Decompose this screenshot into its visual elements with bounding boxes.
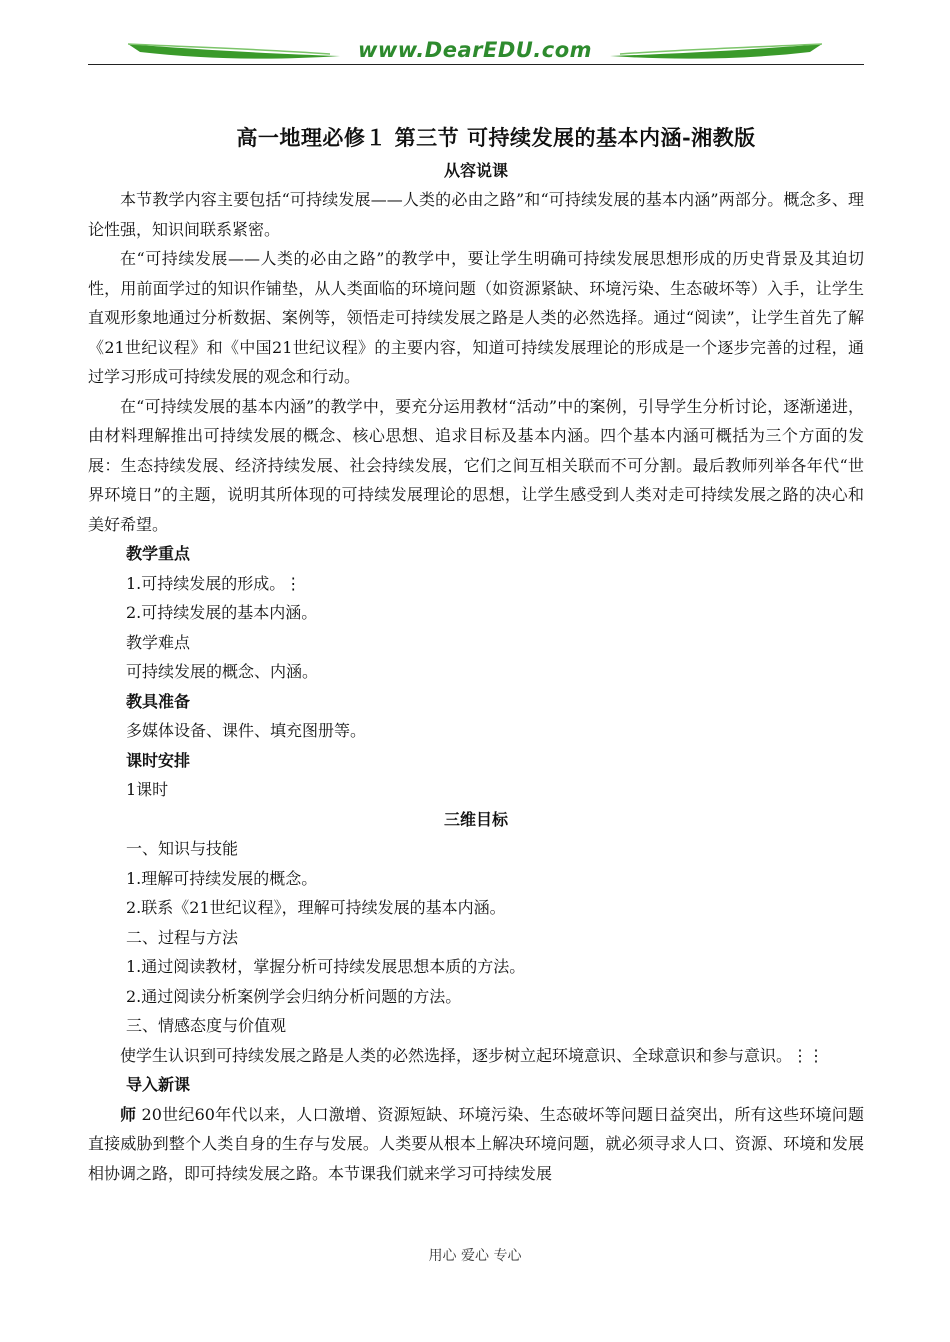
paragraph: 使学生认识到可持续发展之路是人类的必然选择，逐步树立起环境意识、全球意识和参与意识。⋮⋮	[120, 1045, 825, 1065]
sub-heading: 二、过程与方法	[126, 927, 239, 947]
paragraph: 在“可持续发展的基本内涵”的教学中，要充分运用教材“活动”中的案例，引导学生分析讨论，逐渐递进，由材料理解推出可持续发展的概念、核心思想、追求目标及基本内涵。四个基本内涵可概括为三个方面的发展：生态持续发展、经济持续发展、社会持续发展，它们之间互相关联而不可分割。最后教师列举各年代“世界环境日”的主题，说明其所体现的可持续发展理论的思想，让学生感受到人类对走可持续发展之路的决心和美好希望。	[88, 396, 864, 534]
list-item: 2.联系《21世纪议程》，理解可持续发展的基本内涵。	[126, 898, 506, 917]
page-header	[0, 30, 950, 75]
section-heading: 教具准备	[126, 691, 191, 711]
paragraph: 多媒体设备、课件、填充图册等。	[126, 721, 367, 740]
list-item: 1.可持续发展的形成。⋮	[126, 573, 302, 593]
page-title: 高一地理必修１ 第三节 可持续发展的基本内涵-湘教版	[236, 125, 756, 150]
list-item: 1.理解可持续发展的概念。	[126, 868, 318, 888]
section-subtitle: 从容说课	[443, 161, 508, 180]
sub-heading: 一、知识与技能	[126, 839, 239, 858]
paragraph: 可持续发展的概念、内涵。	[126, 662, 319, 681]
page-footer: 用心 爱心 专心	[428, 1248, 522, 1264]
section-heading: 教学重点	[126, 544, 191, 563]
paragraph: 在“可持续发展——人类的必由之路”的教学中，要让学生明确可持续发展思想形成的历史背景及其迫切性，用前面学过的知识作铺垫，从人类面临的环境问题（如资源紧缺、环境污染、生态破坏等）入手，让学生直观形象地通过分析数据、案例等，领悟走可持续发展之路是人类的必然选择。通过“阅读”，让学生首先了解《21世纪议程》和《中国21世纪议程》的主要内容，知道可持续发展理论的形成是一个逐步完善的过程，通过学习形成可持续发展的观念和行动。	[88, 249, 864, 386]
list-item: 1.通过阅读教材，掌握分析可持续发展思想本质的方法。	[126, 957, 526, 976]
section-heading: 教学难点	[126, 632, 191, 652]
paragraph-text: 20世纪60年代以来，人口激增、资源短缺、环境污染、生态破坏等问题日益突出，所有这些环境问题直接威胁到整个人类自身的生存与发展。人类要从根本上解决环境问题，就必须寻求人口、资源、环境和发展相协调之路，即可持续发展之路。本节课我们就来学习可持续发展	[88, 1104, 864, 1183]
document-body	[88, 122, 864, 1188]
section-heading-centered: 三维目标	[443, 809, 508, 829]
paragraph	[88, 1100, 864, 1189]
list-item: 2.可持续发展的基本内涵。	[126, 603, 318, 622]
section-heading: 导入新课	[126, 1075, 191, 1094]
header-rule	[88, 64, 864, 65]
logo-text: www.DearEDU.com	[357, 38, 593, 62]
sub-heading: 三、情感态度与价值观	[126, 1016, 287, 1035]
paragraph: 1课时	[126, 780, 169, 799]
section-heading: 课时安排	[126, 750, 191, 770]
list-item: 2.通过阅读分析案例学会归纳分析问题的方法。	[126, 986, 462, 1006]
speaker-label: 师	[120, 1104, 137, 1124]
paragraph: 本节教学内容主要包括“可持续发展——人类的必由之路”和“可持续发展的基本内涵”两部分。概念多、理论性强，知识间联系紧密。	[88, 190, 864, 239]
